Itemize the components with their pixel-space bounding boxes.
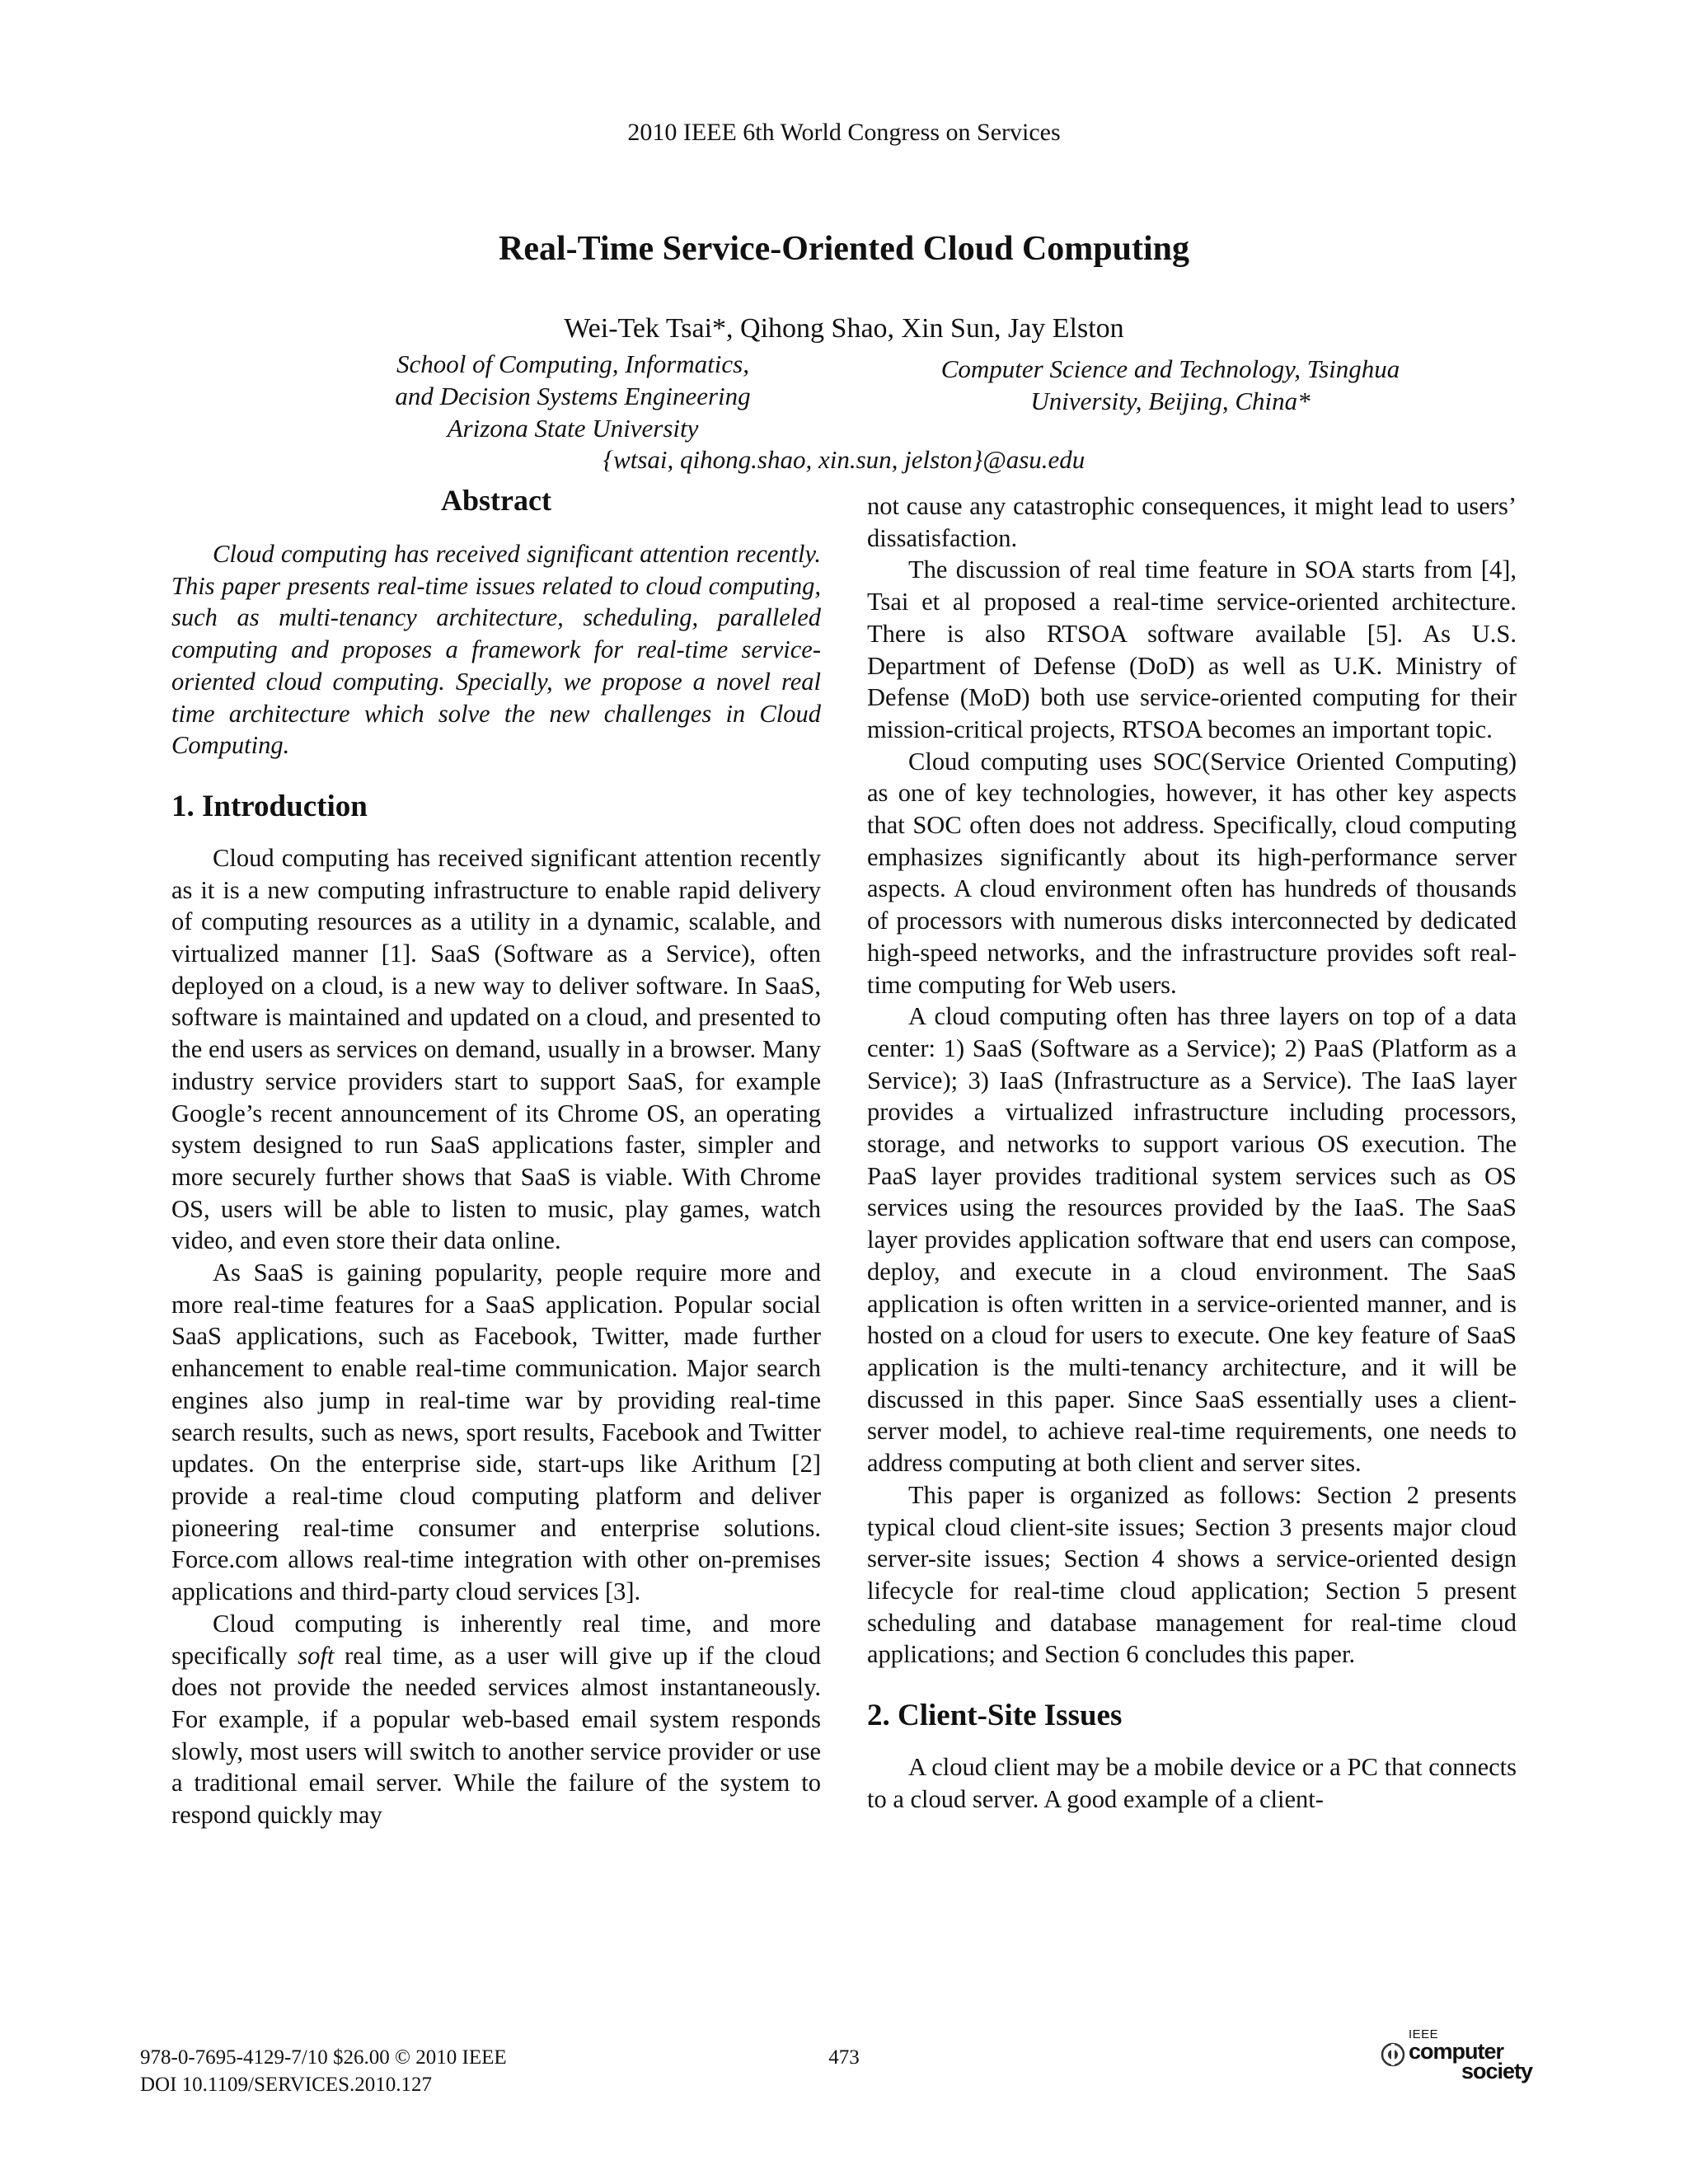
paragraph-continued: not cause any catastrophic consequences, it might lead to users’ dissatisfaction. [867, 492, 1517, 552]
text-run: Cloud computing is inherently real time, and more specifically [171, 1609, 821, 1670]
left-column [171, 482, 821, 1831]
abstract-text: Cloud computing has received significant attention recently. This paper presents real-time issues related to cloud computing, such as multi-tenancy architecture, scheduling, paralleled computing and proposes a framework for real-time service-oriented cloud computing. Specially, we propose a novel real time architecture which solve the new challenges in Cloud Computing. [171, 540, 821, 760]
affiliation-line: Computer Science and Technology, Tsinghua [940, 354, 1400, 383]
isbn-line: 978-0-7695-4129-7/10 $26.00 © 2010 IEEE [140, 2046, 507, 2069]
page-number: 473 [828, 2046, 860, 2069]
paragraph: As SaaS is gaining popularity, people require more and more real-time features for a SaaS application. Popular social SaaS applications, such as Facebook, Twitter, made further enhancement to enable real-time communication. Major search engines also jump in real-time war by providing real-time search results, such as news, sport results, Facebook and Twitter updates. On the enterprise side, start-ups like Arithum [2] provide a real-time cloud computing platform and deliver pioneering real-time consumer and enterprise solutions. Force.com allows real-time integration with other on-premises applications and third-party cloud services [3]. [171, 1258, 821, 1606]
paragraph: A cloud client may be a mobile device or a PC that connects to a cloud server. A good example of a client- [867, 1753, 1517, 1813]
author-list: Wei-Tek Tsai*, Qihong Shao, Xin Sun, Jay Elston [564, 313, 1124, 344]
text-run: real time, as a user will give up if the cloud does not provide the needed services almost instantaneously. For example, if a popular web-based email system responds slowly, most users will switch to another service provider or use a traditional email server. While the failure of the system to respond quickly may [171, 1641, 821, 1830]
spacer [171, 762, 821, 788]
right-column [867, 490, 1517, 1815]
paragraph: A cloud computing often has three layers on top of a data center: 1) SaaS (Software as a Service); 2) PaaS (Platform as a Service); 3) IaaS (Infrastructure as a Service). The IaaS layer provides a virtualized infrastructure including processors, storage, and networks to support various OS execution. The PaaS layer provides traditional system services such as OS services using the resources provided by the IaaS. The SaaS layer provides application software that end users can compose, deploy, and execute in a cloud environment. The SaaS application is often written in a service-oriented manner, and is hosted on a cloud for users to execute. One key feature of SaaS application is the multi-tenancy architecture, and it will be discussed in this paper. Since SaaS essentially uses a client-server model, to achieve real-time requirements, one needs to address computing at both client and server sites. [867, 1002, 1517, 1478]
abstract-heading: Abstract [441, 484, 551, 517]
paragraph: Cloud computing has received significant attention recently as it is a new computing infrastructure to enable rapid delivery of computing resources as a utility in a dynamic, scalable, and virtualized manner [1]. SaaS (Software as a Service), often deployed on a cloud, is a new way to deliver software. In SaaS, software is maintained and updated on a cloud, and presented to the end users as services on demand, usually in a browser. Many industry service providers start to support SaaS, for example Google’s recent announcement of its Chrome OS, an operating system designed to run SaaS applications faster, simpler and more securely further shows that SaaS is viable. With Chrome OS, users will be able to listen to music, play games, watch video, and even store their data online. [171, 843, 821, 1255]
ieee-computer-society-logo [1381, 2027, 1537, 2085]
logo-ieee-text: IEEE [1409, 2027, 1439, 2041]
emphasis-soft: soft [298, 1641, 335, 1670]
doi-line: DOI 10.1109/SERVICES.2010.127 [140, 2074, 433, 2096]
logo-computer-text: computer [1409, 2039, 1504, 2064]
computer-society-emblem-icon [1381, 2042, 1405, 2067]
paragraph: This paper is organized as follows: Section 2 presents typical cloud client-site issues; Section 3 presents major cloud server-site issues; Section 4 shows a service-oriented design lifecycle for real-time cloud application; Section 5 present scheduling and database management for real-time cloud applications; and Section 6 concludes this paper. [867, 1480, 1517, 1669]
conference-name: 2010 IEEE 6th World Congress on Services [627, 119, 1061, 146]
affiliation-line: Arizona State University [447, 414, 699, 443]
paragraph: Cloud computing uses SOC(Service Oriented Computing) as one of key technologies, however, it has other key aspects that SOC often does not address. Specifically, cloud computing emphasizes significantly about its high-performance server aspects. A cloud environment often has hundreds of thousands of processors with numerous disks interconnected by dedicated high-speed networks, and the infrastructure provides soft real-time computing for Web users. [867, 747, 1517, 999]
affiliation-line: and Decision Systems Engineering [395, 382, 751, 410]
logo-society-text: society [1461, 2059, 1533, 2083]
paragraph [171, 1608, 821, 1831]
author-emails: {wtsai, qihong.shao, xin.sun, jelston}@asu.edu [603, 445, 1085, 474]
affiliation-line: University, Beijing, China* [1030, 387, 1311, 415]
spacer [867, 1671, 1517, 1697]
affiliation-line: School of Computing, Informatics, [396, 349, 749, 378]
affiliation-tsinghua [898, 353, 1442, 417]
section-heading-introduction: 1. Introduction [171, 789, 368, 823]
paragraph: The discussion of real time feature in SOA starts from [4], Tsai et al proposed a real-time service-oriented architecture. There is also RTSOA software available [5]. As U.S. Department of Defense (DoD) as well as U.K. Ministry of Defense (MoD) both use service-oriented computing for their mission-critical projects, RTSOA becomes an important topic. [867, 555, 1517, 743]
section-heading-client-site: 2. Client-Site Issues [867, 1699, 1123, 1733]
affiliation-asu [354, 348, 791, 444]
paper-title: Real-Time Service-Oriented Cloud Computing [499, 230, 1189, 268]
